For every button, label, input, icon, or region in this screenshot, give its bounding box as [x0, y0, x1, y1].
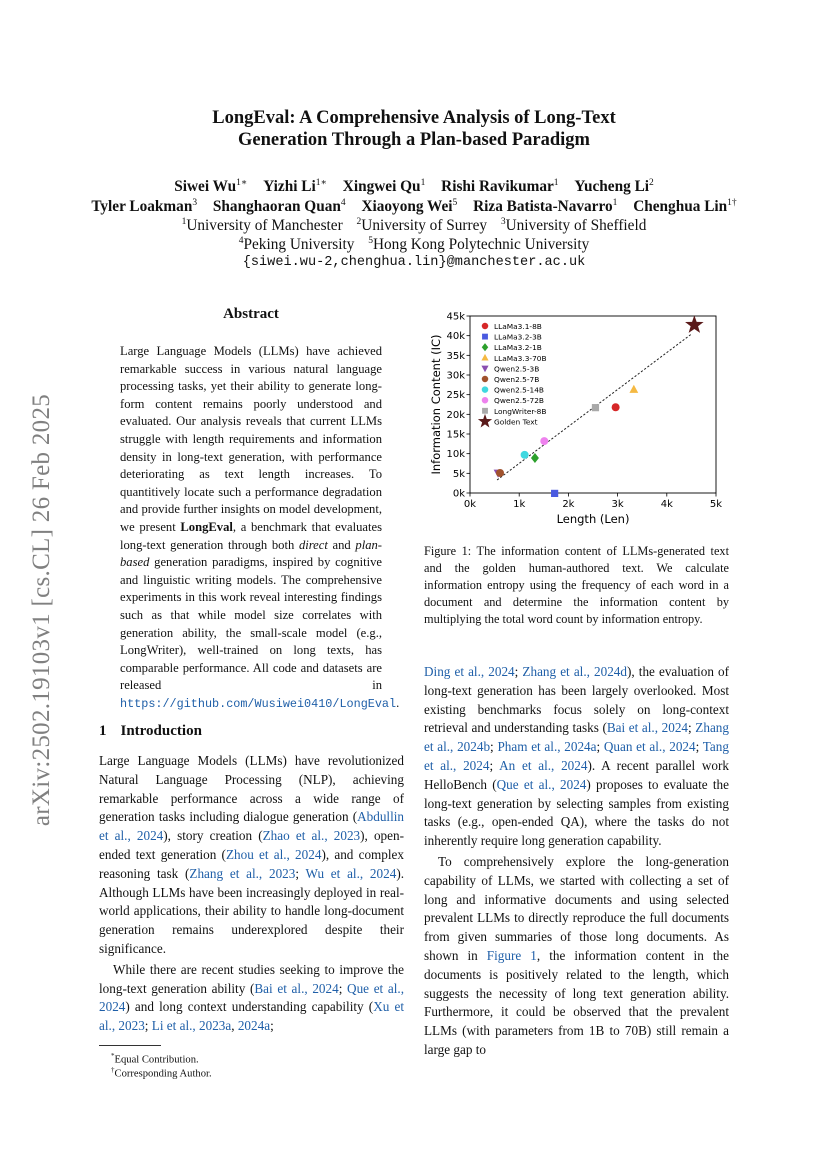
citation-link[interactable]: Zhou et al., 2024: [225, 846, 322, 862]
data-point: [496, 469, 504, 477]
data-point: [551, 490, 558, 497]
legend-label: LongWriter-8B: [494, 406, 547, 416]
citation-link[interactable]: Tang et al., 2024: [424, 739, 729, 773]
intro-paragraph-2: While there are recent studies seeking to improve the long-text generation ability (Bai et al., 2024; Que et al., 2024) and long context understanding capability (Xu et al., 2023; Li et al., 2023a, 2024a;: [99, 961, 405, 1034]
affiliation: $^1$University of Manchester: [181, 217, 343, 235]
legend-marker: [482, 386, 489, 393]
figure-ref-link[interactable]: Figure 1: [486, 947, 537, 963]
legend-label: LLaMa3.3-70B: [494, 353, 547, 363]
affiliation: $^5$Hong Kong Polytechnic University: [368, 236, 590, 254]
affiliation: $^3$University of Sheffield: [500, 217, 647, 235]
footnote-2: †Corresponding Author.: [111, 1066, 212, 1080]
author: Xiaoyong Wei$^5$: [361, 198, 458, 216]
affiliation: $^2$University of Surrey: [356, 217, 488, 235]
data-point: [592, 404, 599, 411]
y-tick-label: 30k: [446, 370, 465, 382]
citation-link[interactable]: Wu et al., 2024: [305, 865, 397, 881]
x-tick-label: 0k: [463, 499, 477, 510]
legend-marker: [482, 408, 488, 414]
footnote-rule: [99, 1045, 161, 1046]
legend-marker: [482, 376, 489, 383]
right-paragraph-1: Ding et al., 2024; Zhang et al., 2024d), the evaluation of long-text generation has been largely overlooked. Most existing benchmarks focus solely on long-context retrieval and understanding tasks (Bai et al., 2024; Zhang et al., 2024b; Pham et al., 2024a; Quan et al., 2024; Tang et al., 2024; An et al., 2024). A recent parallel work HelloBench (Que et al., 2024) proposes to evaluate the long-text generation by selecting samples from existing tasks (e.g., open-ended QA), where the tasks do not inherently require long generation capability.: [424, 664, 729, 849]
right-column-body: [424, 663, 729, 1060]
citation-link[interactable]: Que et al., 2024: [496, 776, 587, 792]
abstract-body: Large Language Models (LLMs) have achieved remarkable success in various natural language processing tasks, yet their ability to generate long-form content remains poorly understood and evaluated. Our analysis reveals that current LLMs struggle with length requirements and information density in long-text generation, with performance deteriorating as text length increases. To quantitively locate such a performance degradation and provide further insights on model development, we present LongEval, a benchmark that evaluates long-text generation through both direct and plan-based generation paradigms, inspired by cognitive and linguistic writing models. The comprehensive experiments in this work reveal interesting findings such as that while model size correlates with generation ability, the small-scale model (e.g., LongWriter), well-trained on long texts, has comparable performance. All code and datasets are released in https://github.com/Wusiwei0410/LongEval.: [120, 344, 400, 711]
legend-marker: [482, 323, 489, 330]
legend-marker: [478, 414, 492, 428]
legend-label: Qwen2.5-3B: [494, 364, 540, 374]
figure-1: [424, 305, 734, 530]
arxiv-stamp-text: arXiv:2502.19103v1 [cs.CL] 26 Feb 2025: [28, 393, 55, 827]
section-heading: 1 Introduction: [99, 723, 202, 739]
citation-link[interactable]: An et al., 2024: [499, 757, 588, 773]
legend-label: LLaMa3.2-1B: [494, 343, 542, 353]
author: Siwei $Wu^{1∗}$: [174, 178, 248, 196]
paper-title: [0, 107, 828, 151]
y-tick-label: 20k: [446, 409, 465, 421]
citation-link[interactable]: Zhao et al., 2023: [262, 828, 361, 844]
x-tick-label: 1k: [513, 499, 526, 510]
citation-link[interactable]: Quan et al., 2024: [603, 739, 696, 755]
data-point: [540, 437, 548, 445]
author: Xingwei Qu$^1$: [342, 178, 426, 196]
y-tick-label: 35k: [446, 350, 465, 362]
author: Yucheng Li$^2$: [574, 178, 654, 196]
author: Riza Batista-Navarro$^1$: [473, 198, 618, 216]
x-tick-label: 2k: [562, 499, 575, 510]
citation-link[interactable]: Abdullin et al., 2024: [99, 809, 404, 844]
data-point: [629, 385, 638, 393]
author: Yizhi $Li^{1∗}$: [263, 178, 327, 196]
author: Shanghaoran Quan$^4$: [212, 198, 346, 216]
arxiv-stamp: [23, 365, 61, 855]
citation-link[interactable]: Ding et al., 2024: [424, 664, 515, 679]
legend-marker: [482, 334, 488, 340]
benchmark-name: LongEval: [180, 519, 233, 534]
author: Rishi Ravikumar$^1$: [441, 178, 559, 196]
abstract-heading: Abstract: [223, 306, 279, 322]
citation-link[interactable]: Zhang et al., 2023: [189, 865, 296, 881]
footnote-1: *Equal Contribution.: [111, 1052, 199, 1066]
citation-link[interactable]: Pham et al., 2024a: [497, 739, 597, 755]
citation-link[interactable]: 2024a: [237, 1018, 271, 1034]
legend-label: Qwen2.5-7B: [494, 375, 540, 384]
code-link[interactable]: https://github.com/Wusiwei0410/LongEval: [120, 696, 397, 711]
data-point: [521, 451, 529, 459]
data-point: [531, 453, 539, 463]
x-tick-label: 5k: [709, 499, 723, 510]
title-line-2: Generation Through a Plan-based Paradigm: [238, 130, 590, 150]
legend-marker: [481, 366, 488, 373]
citation-link[interactable]: Xu et al., 2023: [99, 999, 405, 1034]
y-axis-label: Information Content (IC): [429, 334, 443, 475]
citation-link[interactable]: Bai et al., 2024: [254, 980, 339, 996]
y-tick-label: 5k: [452, 468, 465, 480]
y-tick-label: 15k: [446, 429, 465, 441]
figure-caption: Figure 1: The information content of LLMs-generated text and the golden human-authored text. We calculate information entropy using the frequency of each word in a document and determine the information content by multiplying the total word count by information entropy.: [424, 544, 729, 626]
citation-link[interactable]: Zhang et al., 2024d: [522, 664, 627, 679]
citation-link[interactable]: Zhang et al., 2024b: [424, 720, 729, 755]
x-tick-label: 3k: [611, 499, 624, 510]
author: Chenghua Lin$^{1\dagger}$: [633, 198, 737, 216]
citation-link[interactable]: Bai et al., 2024: [606, 720, 689, 736]
y-tick-label: 45k: [446, 311, 465, 323]
legend-marker: [482, 343, 489, 351]
affiliation: $^4$Peking University: [238, 236, 355, 254]
legend-label: LLaMa3.2-3B: [494, 332, 542, 342]
intro-paragraph-1: Large Language Models (LLMs) have revolutionized Natural Language Processing (NLP), achieving remarkable performance across a wide range of generation tasks including dialogue generation (Abdullin et al., 2024), story creation (Zhao et al., 2023), open-ended text generation (Zhou et al., 2024), and complex reasoning task (Zhang et al., 2023; Wu et al., 2024). Although LLMs have been increasingly deployed in real-world applications, their ability to handle long-document generation remains underexplored despite their significance.: [99, 753, 405, 956]
x-tick-label: 4k: [660, 499, 673, 510]
y-tick-label: 10k: [446, 449, 465, 461]
legend-label: LLaMa3.1-8B: [494, 322, 542, 331]
email-row: [0, 251, 828, 273]
citation-link[interactable]: Li et al., 2023a: [151, 1018, 232, 1034]
scatter-chart: [424, 305, 734, 530]
citation-link[interactable]: Que et al., 2024: [99, 980, 404, 1015]
right-paragraph-2: To comprehensively explore the long-generation capability of LLMs, we started with collecting a set of long and informative documents and using selected prevalent LLMs to directly reproduce the full documents from given summaries of those long documents. As shown in Figure 1, the information content in the documents is positively related to the length, which suggests the necessity of long text generation ability. Furthermore, it could be observed that the prevalent LLMs (with parameters from 1B to 70B) still remain a large gap to: [424, 853, 729, 1057]
y-tick-label: 40k: [446, 331, 465, 343]
legend-label: Golden Text: [494, 417, 538, 427]
intro-body: [99, 752, 404, 1036]
x-axis-label: Length (Len): [556, 512, 630, 526]
y-tick-label: 0k: [452, 488, 465, 500]
legend-label: Qwen2.5-14B: [494, 385, 544, 395]
author: Tyler Loakman$^3$: [91, 198, 198, 216]
title-line-1: LongEval: A Comprehensive Analysis of Long-Text: [212, 108, 616, 128]
legend-label: Qwen2.5-72B: [494, 396, 544, 406]
data-point: [612, 403, 620, 411]
author-email: {siwei.wu-2,chenghua.lin}@manchester.ac.uk: [242, 255, 586, 270]
legend-marker: [482, 397, 489, 404]
legend-marker: [481, 354, 488, 361]
data-point: [685, 315, 704, 333]
y-tick-label: 25k: [446, 390, 465, 402]
